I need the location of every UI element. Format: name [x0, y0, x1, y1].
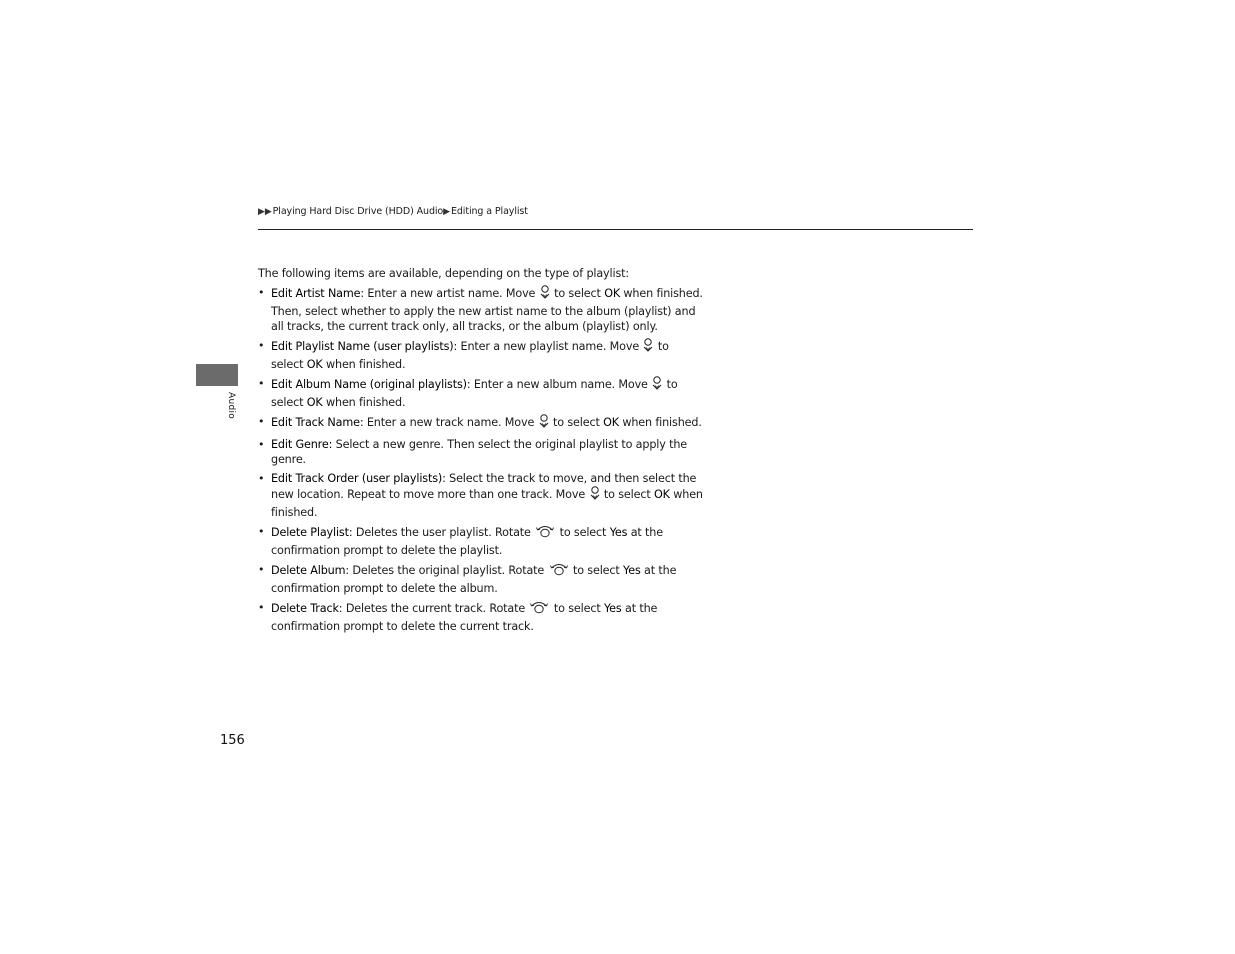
list-item: [258, 600, 703, 634]
item-text: at the confirmation prompt to delete the album.: [271, 564, 677, 595]
rotary-knob-icon: [529, 600, 549, 619]
item-text: to select: [550, 287, 605, 300]
item-term: Edit Album Name (original playlists): [271, 378, 467, 391]
rotary-knob-icon: [535, 524, 555, 543]
bullet: •: [258, 415, 265, 428]
item-term: Delete Album: [271, 564, 346, 577]
item-text: when finished.: [271, 488, 703, 519]
item-text: : Deletes the user playlist. Rotate: [348, 526, 535, 539]
bullet: •: [258, 286, 265, 299]
section-tab: [196, 364, 238, 386]
bullet: •: [258, 339, 265, 352]
joystick-move-icon: [590, 486, 600, 505]
item-text: to select: [556, 526, 610, 539]
section-tab-label: Audio: [226, 392, 236, 420]
item-term: Edit Playlist Name (user playlists): [271, 340, 454, 353]
item-term: Delete Playlist: [271, 526, 349, 539]
breadcrumb-section[interactable]: Playing Hard Disc Drive (HDD) Audio: [272, 206, 444, 217]
list-item: [258, 524, 703, 558]
item-text: to select: [271, 340, 669, 371]
item-term: Edit Genre:: [271, 438, 333, 451]
item-text: to select: [600, 488, 654, 501]
item-text: : Deletes the original playlist. Rotate: [345, 564, 548, 577]
list-item: [258, 338, 703, 372]
joystick-move-icon: [652, 376, 662, 395]
bullet: •: [258, 525, 265, 538]
item-text: to select: [569, 564, 624, 577]
bullet: •: [258, 472, 265, 485]
item-text: to select: [271, 378, 678, 409]
list-item: [258, 285, 703, 334]
item-text: : Select the track to move, and then select the new location. Repeat to move more than one track. Move: [271, 472, 697, 501]
page-number: 156: [220, 733, 245, 748]
item-option: OK: [603, 416, 619, 429]
breadcrumb-separator: ▶: [443, 207, 450, 217]
item-option: OK: [654, 488, 670, 501]
item-option: Yes: [609, 526, 628, 539]
main-content: [258, 266, 703, 638]
item-text: to select: [549, 416, 604, 429]
breadcrumb-subsection[interactable]: Editing a Playlist: [450, 206, 528, 217]
bullet: •: [258, 377, 265, 390]
item-text: when finished.: [618, 416, 702, 429]
item-text: : Enter a new track name. Move: [359, 416, 538, 429]
bullet: •: [258, 563, 265, 576]
list-item: [258, 437, 703, 467]
item-text: : Deletes the current track. Rotate: [338, 602, 529, 615]
item-text: when finished.: [322, 358, 406, 371]
item-term: Edit Artist Name: [271, 287, 361, 300]
item-option: Yes: [623, 564, 641, 577]
item-text: when finished.: [322, 396, 406, 409]
item-term: Edit Track Order (user playlists): [271, 472, 443, 485]
item-text: when finished. Then, select whether to apply the new artist name to the album (playlist) and all tracks, the current track only, all tracks, or the album (playlist) only.: [271, 287, 703, 333]
item-text: : Enter a new artist name. Move: [360, 287, 539, 300]
intro-text: The following items are available, depending on the type of playlist:: [258, 267, 629, 280]
items-list: [258, 285, 703, 634]
list-item: [258, 562, 703, 596]
item-option: OK: [604, 287, 621, 300]
bullet: •: [258, 438, 265, 451]
item-option: OK: [306, 396, 323, 409]
item-text: : Enter a new playlist name. Move: [453, 340, 643, 353]
joystick-move-icon: [540, 285, 550, 304]
item-text: to select: [550, 602, 604, 615]
header-rule: [258, 229, 973, 230]
list-item: [258, 471, 703, 520]
item-option: OK: [306, 358, 323, 371]
rotary-knob-icon: [549, 562, 569, 581]
bullet: •: [258, 601, 265, 614]
item-term: Edit Track Name: [271, 416, 360, 429]
item-option: Yes: [603, 602, 622, 615]
breadcrumb: [258, 206, 528, 217]
item-text: : Enter a new album name. Move: [466, 378, 652, 391]
breadcrumb-arrows: ▶▶: [258, 207, 272, 217]
joystick-move-icon: [643, 338, 653, 357]
list-item: [258, 414, 703, 433]
item-text: at the confirmation prompt to delete the current track.: [271, 602, 658, 633]
item-term: Delete Track: [271, 602, 339, 615]
joystick-move-icon: [539, 414, 549, 433]
item-text: Select a new genre. Then select the original playlist to apply the genre.: [271, 438, 688, 466]
list-item: [258, 376, 703, 410]
item-text: at the confirmation prompt to delete the playlist.: [271, 526, 663, 557]
